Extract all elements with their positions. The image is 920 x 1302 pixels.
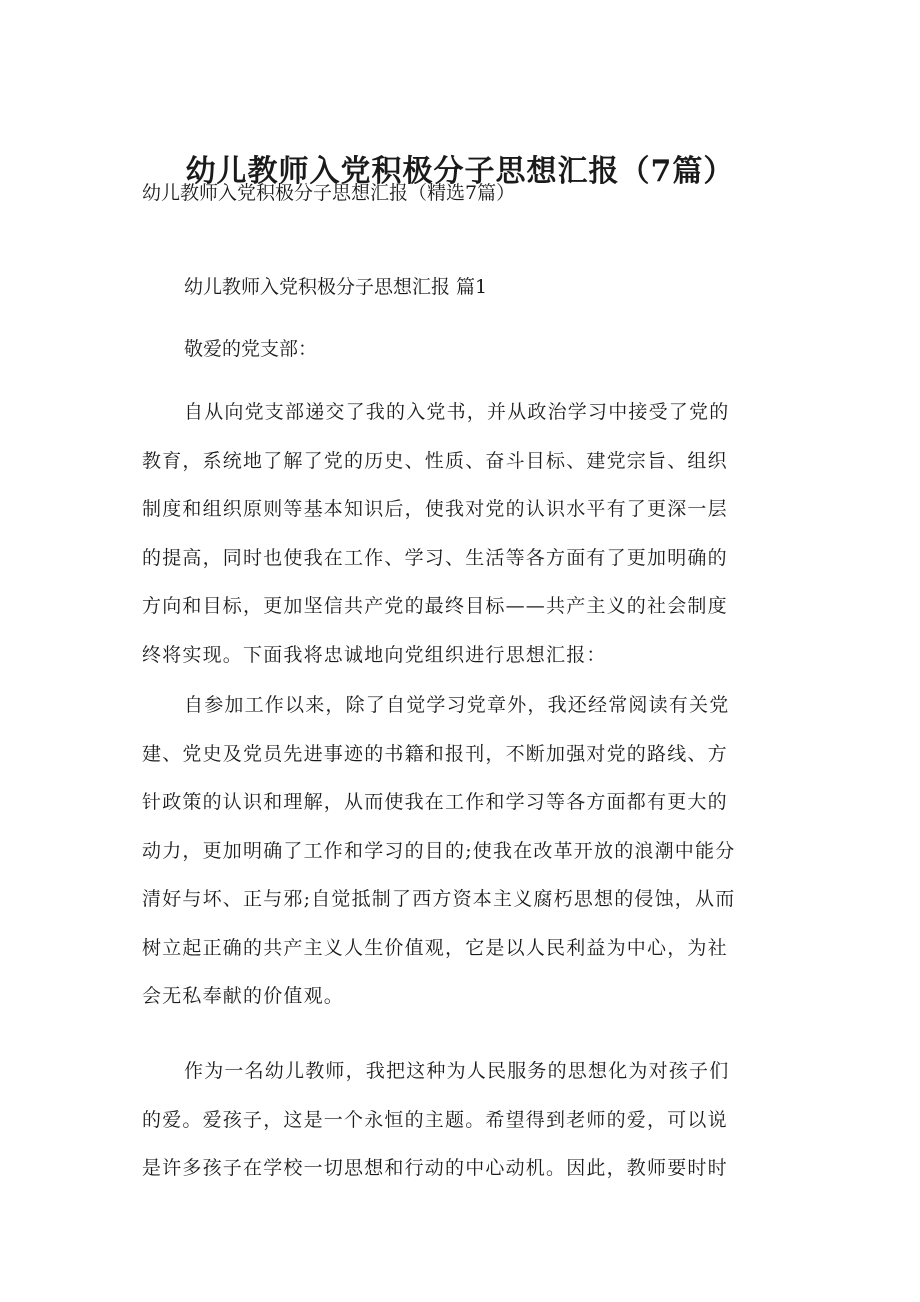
paragraph-line: 针政策的认识和理解，从而使我在工作和学习等各方面都有更大的 [142,791,728,813]
paragraph-line: 建、党史及党员先进事迹的书籍和报刊，不断加强对党的路线、方 [142,742,728,765]
paragraph-line: 清好与坏、正与邪;自觉抵制了西方资本主义腐朽思想的侵蚀，从而 [142,888,736,910]
paragraph-line: 制度和组织原则等基本知识后，使我对党的认识水平有了更深一层 [142,498,728,520]
paragraph-line: 自从向党支部递交了我的入党书，并从政治学习中接受了党的 [184,401,730,423]
paragraph-line: 动力，更加明确了工作和学习的目的;使我在改革开放的浪潮中能分 [142,839,736,862]
paragraph-line: 自参加工作以来，除了自觉学习党章外，我还经常阅读有关党 [184,694,730,716]
document-title: 幼儿教师入党积极分子思想汇报（7篇） [185,154,735,189]
paragraph-line: 终将实现。下面我将忠诚地向党组织进行思想汇报： [142,643,607,666]
paragraph-line: 树立起正确的共产主义人生价值观，它是以人民利益为中心，为社 [142,936,728,959]
paragraph-line: 作为一名幼儿教师，我把这种为人民服务的思想化为对孩子们 [184,1060,730,1082]
paragraph-line: 是许多孩子在学校一切思想和行动的中心动机。因此，教师要时时 [142,1157,728,1179]
paragraph-line: 的爱。爱孩子，这是一个永恒的主题。希望得到老师的爱，可以说 [142,1108,728,1131]
paragraph-line: 方向和目标，更加坚信共产党的最终目标——共产主义的社会制度 [142,595,728,617]
salutation: 敬爱的党支部： [184,338,318,360]
paragraph-line: 的提高，同时也使我在工作、学习、生活等各方面有了更加明确的 [142,546,728,569]
paragraph-1 [142,397,778,688]
paragraph-line: 会无私奉献的价值观。 [142,985,345,1007]
paragraph-line: 教育，系统地了解了党的历史、性质、奋斗目标、建党宗旨、组织 [142,449,728,472]
document-subtitle: 幼儿教师入党积极分子思想汇报（精选7篇） [142,182,516,204]
section-heading: 幼儿教师入党积极分子思想汇报 篇1 [184,276,488,298]
paragraph-3 [142,1056,778,1202]
paragraph-2 [142,690,778,1030]
